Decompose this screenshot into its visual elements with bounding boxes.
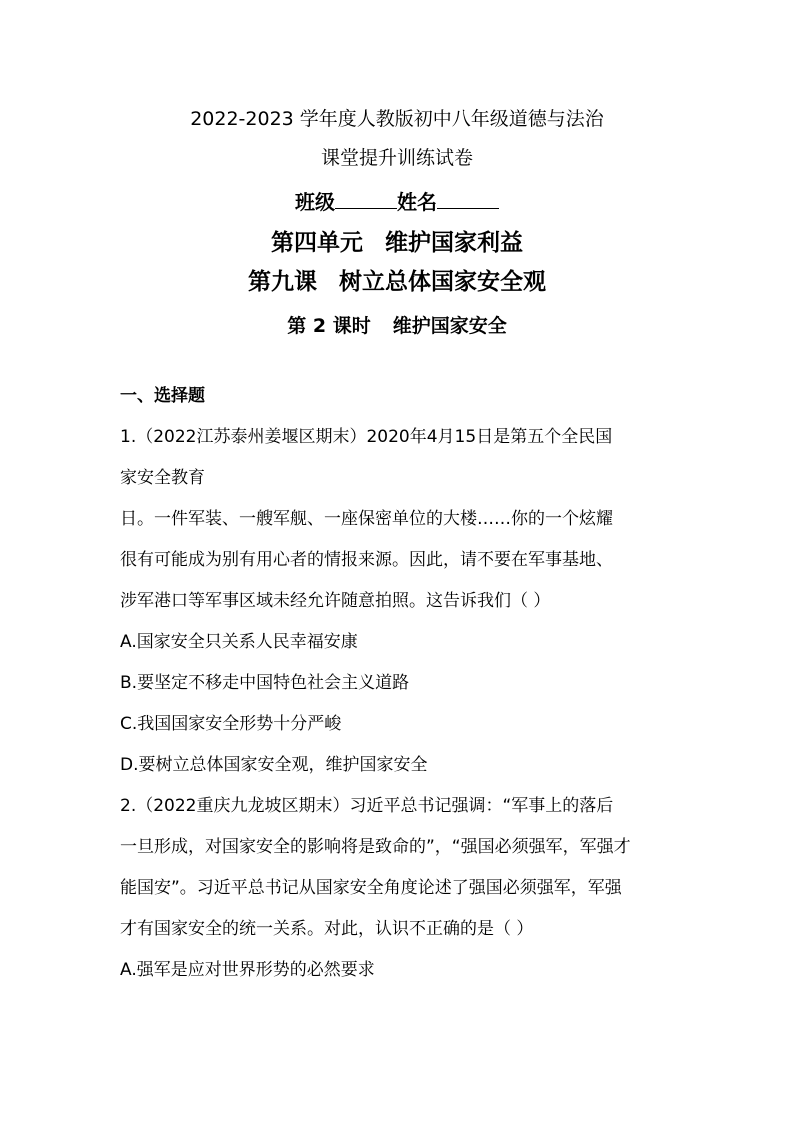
name-label: 姓名	[397, 190, 437, 214]
question-1-line: 1.（2022江苏泰州姜堰区期末）2020年4月15日是第五个全民国	[120, 427, 613, 447]
question-2-line: 能国安”。习近平总书记从国家安全角度论述了强国必须强军，军强	[120, 878, 622, 898]
question-1-line: 很有可能成为别有用心者的情报来源。因此，请不要在军事基地、	[120, 550, 613, 570]
question-1-option-d: D.要树立总体国家安全观，维护国家安全	[120, 755, 428, 775]
question-body	[120, 376, 680, 991]
period-heading	[0, 313, 794, 339]
unit-number: 第四单元	[271, 230, 363, 256]
question-2-option-a: A.强军是应对世界形势的必然要求	[120, 960, 375, 980]
lesson-heading	[0, 267, 794, 297]
question-1-line: 涉军港口等军事区域未经允许随意拍照。这告诉我们（ ）	[120, 591, 551, 611]
question-2-line: 一旦形成，对国家安全的影响将是致命的”，“强国必须强军，军强才	[120, 837, 631, 857]
section-heading: 一、选择题	[120, 386, 205, 406]
lesson-title: 树立总体国家安全观	[339, 269, 546, 295]
unit-title: 维护国家利益	[385, 230, 523, 256]
exam-subtitle: 课堂提升训练试卷	[320, 147, 473, 169]
period-number: 第 2 课时	[287, 315, 371, 337]
question-1-option-b: B.要坚定不移走中国特色社会主义道路	[120, 673, 410, 693]
class-label: 班级	[295, 190, 335, 214]
question-2-line: 才有国家安全的统一关系。对此，认识不正确的是（ ）	[120, 919, 534, 939]
unit-heading	[0, 228, 794, 258]
period-title: 维护国家安全	[392, 315, 507, 337]
lesson-number: 第九课	[248, 269, 317, 295]
student-info	[0, 189, 794, 215]
question-1-option-c: C.我国国家安全形势十分严峻	[120, 714, 342, 734]
question-2-line: 2.（2022重庆九龙坡区期末）习近平总书记强调：“军事上的落后	[120, 796, 614, 816]
question-1-option-a: A.国家安全只关系人民幸福安康	[120, 632, 358, 652]
question-1-line: 日。一件军装、一艘军舰、一座保密单位的大楼……你的一个炫耀	[120, 509, 613, 529]
class-blank	[335, 190, 397, 209]
name-blank	[437, 190, 499, 209]
question-1-line: 家安全教育	[120, 468, 205, 488]
exam-title: 2022-2023 学年度人教版初中八年级道德与法治	[190, 108, 604, 130]
